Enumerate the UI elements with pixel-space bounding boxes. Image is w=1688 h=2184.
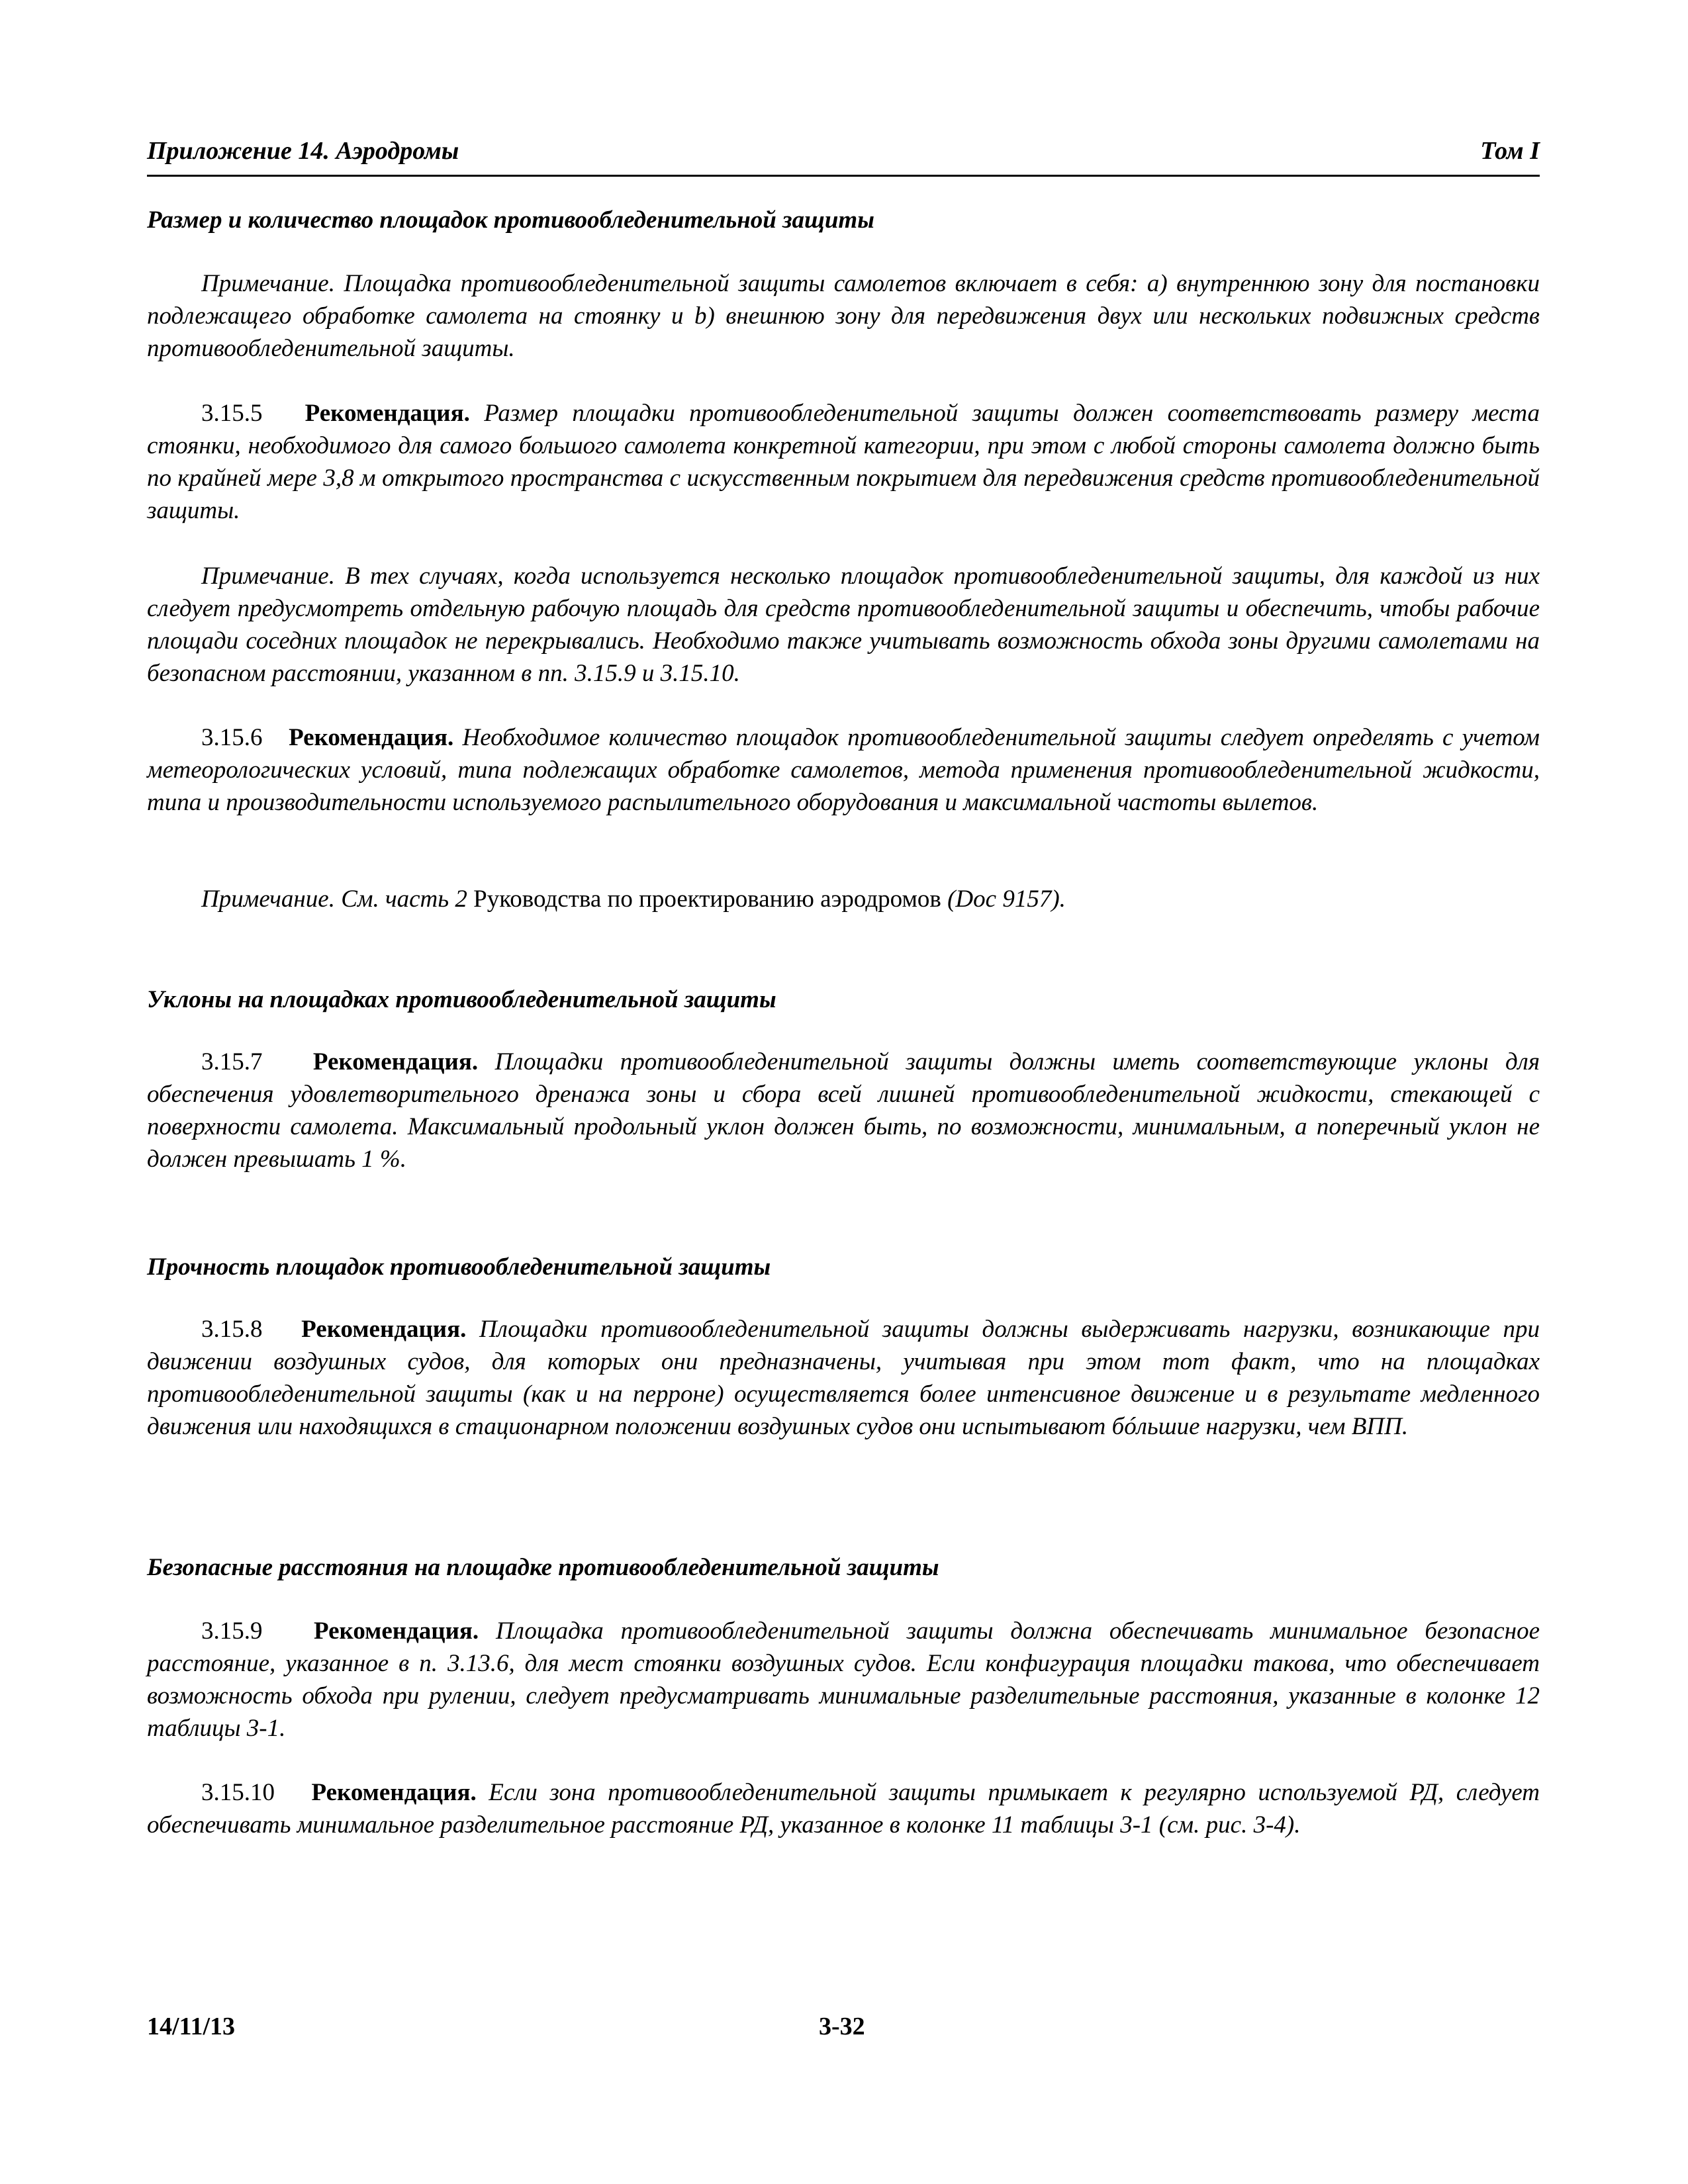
paragraph-text: Площадки противообледенительной защиты должны выдерживать нагрузки, возникающие при движении воздушных судов, для которых они предназначены, учитывая при этом тот факт, что на площадках противообледенительной защиты (как и на перроне) осуществляется более интенсивное движение и в результате медленного движения или находящихся в стационарном положении воздушных судов они испытывают бóльшие нагрузки, чем ВПП.: [147, 1316, 1540, 1440]
section-heading-clearance: Безопасные расстояния на площадке противообледенительной защиты: [147, 1554, 939, 1581]
note-reference-manual: [147, 883, 1540, 915]
recommendation-label: Рекомендация.: [311, 1779, 477, 1806]
section-heading-size: Размер и количество площадок противообледенительной защиты: [147, 206, 874, 234]
paragraph-text: Если зона противообледенительной защиты примыкает к регулярно используемой РД, следует обеспечивать минимальное разделительное расстояние РД, указанное в колонке 11 таблицы 3-1 (см. рис. 3-4).: [147, 1779, 1540, 1839]
paragraph-number: 3.15.5: [201, 400, 263, 427]
section-heading-slopes: Уклоны на площадках противообледенительной защиты: [147, 986, 776, 1013]
paragraph-3-15-5: [147, 397, 1540, 527]
note-deicing-pad-zones: Примечание. Площадка противообледенительной защиты самолетов включает в себя: a) внутреннюю зону для постановки подлежащего обработке самолета на стоянку и b) внешнюю зону для передвижения двух или нескольких подвижных средств противообледенительной защиты.: [147, 270, 1540, 362]
paragraph-3-15-10: [147, 1776, 1540, 1841]
paragraph-text: Размер площадки противообледенительной защиты должен соответствовать размеру места стоянки, необходимого для самого большого самолета конкретной категории, при этом с любой стороны самолета должно быть по крайней мере 3,8 м открытого пространства с искусственным покрытием для передвижения средств противообледенительной защиты.: [147, 400, 1540, 524]
header-volume: Том I: [1480, 137, 1540, 165]
paragraph-text: Необходимое количество площадок противообледенительной защиты следует определять с учетом метеорологических условий, типа подлежащих обработке самолетов, метода применения противообледенительной жидкости, типа и производительности используемого распылительного оборудования и максимальной частоты вылетов.: [147, 724, 1540, 816]
document-page: [147, 0, 1540, 2184]
note-prefix: Примечание. См. часть 2: [201, 886, 474, 913]
recommendation-label: Рекомендация.: [312, 1048, 479, 1075]
footer-date: 14/11/13: [147, 2013, 236, 2040]
paragraph-3-15-9: [147, 1615, 1540, 1745]
manual-title: Руководства по проектированию аэродромов: [473, 886, 941, 913]
paragraph-text: Площадка противообледенительной защиты должна обеспечивать минимальное безопасное расстояние, указанное в п. 3.13.6, для мест стоянки воздушных судов. Если конфигурация площадки такова, что обеспечивает возможность обхода при рулении, следует предусматривать минимальные разделительные расстояния, указанные в колонке 12 таблицы 3-1.: [147, 1617, 1540, 1742]
note-multiple-pads: Примечание. В тех случаях, когда используется несколько площадок противообледенительной защиты, для каждой из них следует предусмотреть отдельную рабочую площадь для средств противообледенительной защиты и обеспечить, чтобы рабочие площади соседних площадок не перекрывались. Необходимо также учитывать возможность обхода зоны другими самолетами на безопасном расстоянии, указанном в пп. 3.15.9 и 3.15.10.: [147, 563, 1540, 687]
paragraph-3-15-6: [147, 721, 1540, 819]
recommendation-label: Рекомендация.: [301, 1316, 467, 1343]
paragraph-number: 3.15.6: [201, 724, 263, 751]
paragraph-number: 3.15.10: [201, 1779, 275, 1806]
paragraph-3-15-7: [147, 1046, 1540, 1175]
doc-number: (Doc 9157).: [941, 886, 1066, 913]
recommendation-label: Рекомендация.: [289, 724, 454, 751]
paragraph-number: 3.15.8: [201, 1316, 263, 1343]
section-heading-strength: Прочность площадок противообледенительной защиты: [147, 1253, 771, 1281]
paragraph-number: 3.15.7: [201, 1048, 263, 1075]
recommendation-label: Рекомендация.: [313, 1617, 479, 1645]
paragraph-number: 3.15.9: [201, 1617, 263, 1645]
paragraph-3-15-8: [147, 1313, 1540, 1443]
page-header: [147, 132, 1540, 177]
paragraph-text: Площадки противообледенительной защиты должны иметь соответствующие уклоны для обеспечения удовлетворительного дренажа зоны и сбора всей лишней противообледенительной жидкости, стекающей с поверхности самолета. Максимальный продольный уклон должен быть, по возможности, минимальным, а поперечный уклон не должен превышать 1 %.: [147, 1048, 1540, 1173]
page-number: 3-32: [819, 2013, 865, 2040]
header-title: Приложение 14. Аэродромы: [147, 137, 459, 165]
recommendation-label: Рекомендация.: [305, 400, 470, 427]
